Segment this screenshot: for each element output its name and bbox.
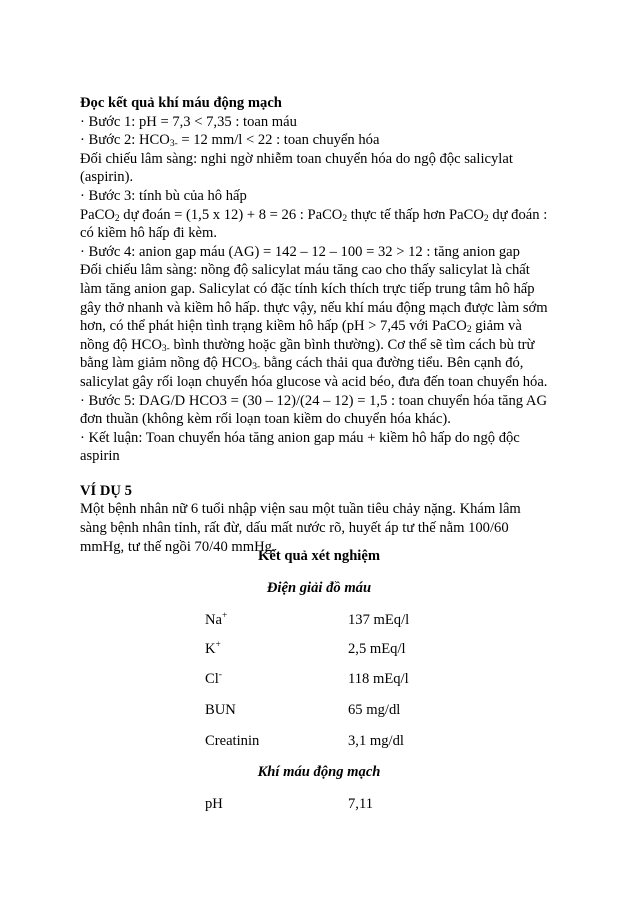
text-line: làm tăng anion gap. Salicylat có đặc tính kích thích trực tiếp trung tâm hô hấp: [80, 280, 535, 297]
electrolytes-title: Điện giải đồ máu: [266, 580, 372, 596]
text-line: [80, 354, 570, 373]
text-segment: dự đoán :: [488, 206, 548, 223]
lab-value: 3,1 mg/dl: [348, 733, 404, 749]
subscript: 3-: [252, 362, 261, 373]
lab-name: Creatinin: [205, 733, 260, 749]
lab-value: 118 mEq/l: [348, 671, 409, 687]
text-line: gây thở nhanh và kiềm hô hấp. thực vậy, nếu khí máu động mạch được làm sớm: [80, 299, 548, 316]
subscript: 2: [483, 213, 489, 224]
text-line: (aspirin).: [80, 169, 134, 186]
lab-name: pH: [205, 796, 223, 812]
lab-value: 65 mg/dl: [348, 702, 401, 718]
text-line: Đối chiếu lâm sàng: nghi ngờ nhiễm toan chuyển hóa do ngộ độc salicylat: [80, 150, 513, 167]
blood-gas-title: Khí máu động mạch: [257, 764, 381, 780]
lab-value: 137 mEq/l: [348, 612, 410, 628]
text-segment: thực tế thấp hơn PaCO: [347, 206, 484, 223]
text-line: [80, 131, 570, 150]
text-line: sàng bệnh nhân tỉnh, rất đừ, dấu mất nước rõ, huyết áp tư thế nằm 100/60: [80, 520, 509, 537]
text-line: · Bước 1: pH = 7,3 < 7,35 : toan máu: [80, 113, 297, 130]
text-line: [80, 206, 570, 225]
text-line: · Bước 4: anion gap máu (AG) = 142 – 12 – 100 = 32 > 12 : tăng anion gap: [80, 243, 520, 260]
lab-name: Cl-: [205, 670, 222, 687]
lab-value: 7,11: [348, 796, 373, 812]
lab-row-bun: [205, 702, 465, 722]
text-line: có kiềm hô hấp đi kèm.: [80, 225, 217, 242]
text-segment: bằng cách thải qua đường tiểu. Bên cạnh đó,: [260, 355, 524, 372]
text-segment: · Bước 2: HCO: [80, 132, 170, 149]
subscript: 3-: [169, 139, 178, 150]
text-segment: PaCO: [80, 206, 115, 223]
text-line: Một bệnh nhân nữ 6 tuổi nhập viện sau một tuần tiêu chảy nặng. Khám lâm: [80, 501, 521, 518]
text-segment: hơn, có thể phát hiện tình trạng kiềm hô hấp (pH > 7,45 với PaCO: [80, 318, 467, 335]
lab-row-creatinin: [205, 733, 465, 753]
subscript: 3-: [161, 343, 170, 354]
document-body: [80, 94, 570, 556]
text-line: · Bước 5: DAG/D HCO3 = (30 – 12)/(24 – 12) = 1,5 : toan chuyển hóa tăng AG: [80, 392, 547, 409]
lab-row-na: [205, 612, 465, 632]
text-segment: bằng làm giảm nồng độ HCO: [80, 355, 253, 372]
text-line: aspirin: [80, 448, 120, 465]
lab-value: 2,5 mEq/l: [348, 641, 406, 657]
text-line: Đối chiếu lâm sàng: nồng độ salicylat máu tăng cao cho thấy salicylat là chất: [80, 262, 530, 279]
text-line: [80, 336, 570, 355]
text-line: đơn thuần (không kèm rối loạn toan kiềm do chuyển hóa khác).: [80, 411, 451, 428]
lab-name: K+: [205, 640, 221, 657]
lab-name: BUN: [205, 702, 236, 718]
text-line: · Kết luận: Toan chuyển hóa tăng anion gap máu + kiềm hô hấp do ngộ độc: [80, 429, 520, 446]
text-line: mmHg, tư thế ngồi 70/40 mmHg.: [80, 538, 276, 555]
subscript: 2: [466, 325, 472, 336]
results-title: Kết quả xét nghiệm: [257, 548, 381, 564]
lab-name: Na+: [205, 611, 228, 628]
example-title: VÍ DỤ 5: [80, 482, 132, 499]
text-segment: giảm và: [471, 318, 522, 335]
lab-row-ph: [205, 796, 465, 816]
text-line: [80, 317, 570, 336]
text-segment: dự đoán = (1,5 x 12) + 8 = 26 : PaCO: [119, 206, 343, 223]
text-line: · Bước 3: tính bù của hô hấp: [80, 187, 247, 204]
subscript: 2: [114, 213, 120, 224]
text-segment: = 12 mm/l < 22 : toan chuyển hóa: [177, 132, 380, 149]
text-line: salicylat gây rối loạn chuyển hóa glucose và acid béo, đưa đến toan chuyển hóa.: [80, 373, 548, 390]
lab-row-k: [205, 641, 465, 661]
subscript: 2: [342, 213, 348, 224]
text-segment: bình thường hoặc gần bình thường). Cơ thể sẽ tìm cách bù trừ: [169, 336, 535, 353]
lab-row-cl: [205, 671, 465, 691]
text-segment: nồng độ HCO: [80, 336, 162, 353]
section-heading: Đọc kết quả khí máu động mạch: [80, 95, 282, 111]
